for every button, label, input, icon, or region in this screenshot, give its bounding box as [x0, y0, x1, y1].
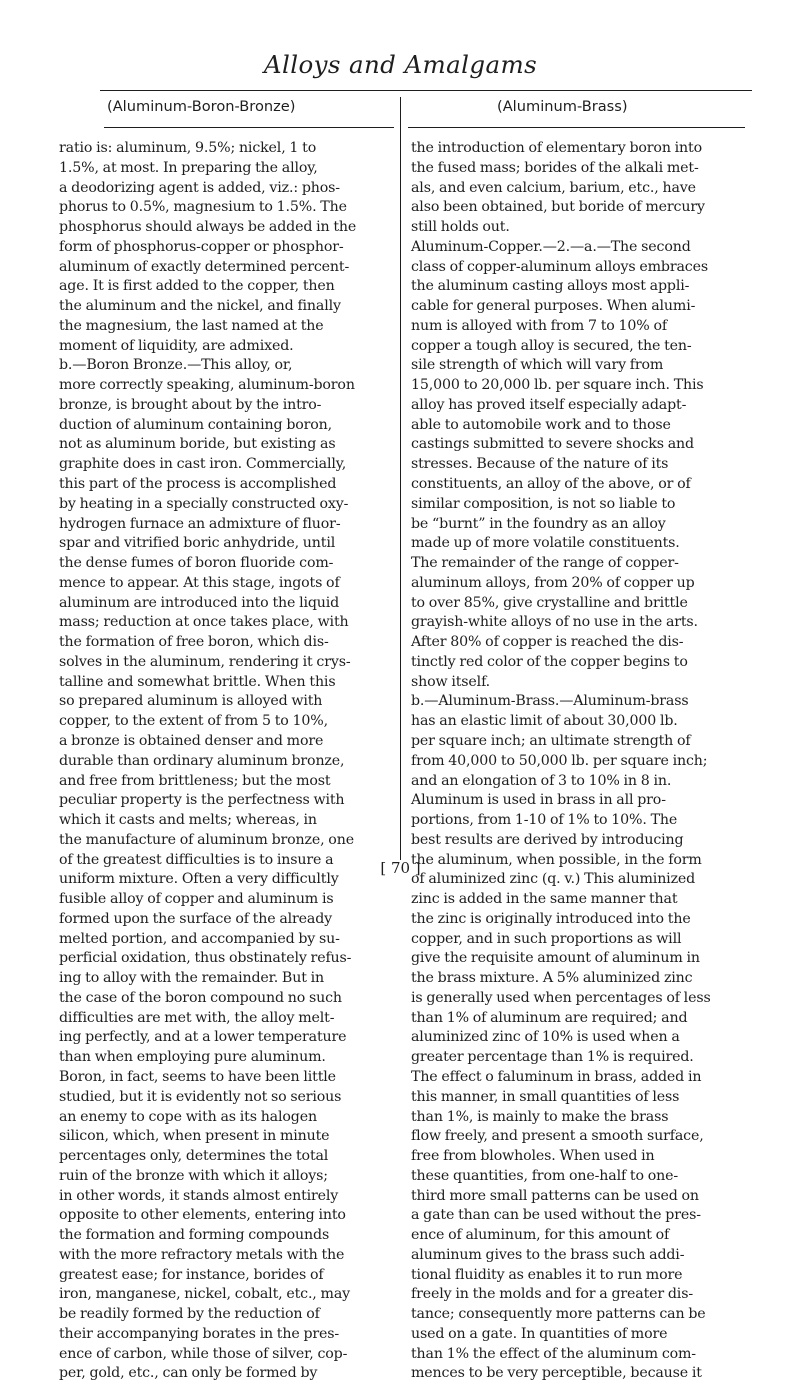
- text-line: ing to alloy with the remainder. But in: [59, 970, 324, 987]
- text-line: the dense fumes of boron fluoride com-: [59, 555, 334, 572]
- text-line: has an elastic limit of about 30,000 lb.: [411, 713, 678, 730]
- right-column-text: [411, 139, 711, 1384]
- text-line: cable for general purposes. When alumi-: [411, 298, 696, 315]
- text-line: the aluminum casting alloys most appli-: [411, 278, 690, 295]
- text-line: than when employing pure aluminum.: [59, 1049, 326, 1066]
- text-line: als, and even calcium, barium, etc., have: [411, 179, 696, 196]
- text-line: the zinc is originally introduced into the: [411, 910, 691, 927]
- text-line: ratio is: aluminum, 9.5%; nickel, 1 to: [59, 140, 317, 156]
- text-line: zinc is added in the same manner that: [411, 891, 678, 908]
- text-line: so prepared aluminum is alloyed with: [59, 693, 323, 710]
- text-line: tional fluidity as enables it to run more: [411, 1266, 683, 1283]
- text-line: b.—Boron Bronze.—This alloy, or,: [59, 357, 293, 374]
- text-line: Boron, in fact, seems to have been little: [59, 1068, 336, 1085]
- text-line: aluminum gives to the brass such addi-: [411, 1246, 685, 1263]
- text-line: freely in the molds and for a greater dis-: [411, 1286, 693, 1303]
- text-line: also been obtained, but boride of mercury: [411, 199, 705, 216]
- text-line: age. It is first added to the copper, then: [59, 278, 335, 295]
- text-line: aluminum are introduced into the liquid: [59, 594, 340, 611]
- text-line: the fused mass; borides of the alkali met-: [411, 159, 699, 176]
- text-line: their accompanying borates in the pres-: [59, 1325, 340, 1342]
- text-line: is generally used when percentages of less: [411, 989, 711, 1006]
- text-line: opposite to other elements, entering into: [59, 1207, 346, 1224]
- text-line: alloy has proved itself especially adapt-: [411, 396, 687, 413]
- text-line: per square inch; an ultimate strength of: [411, 732, 691, 749]
- text-line: in other words, it stands almost entirely: [59, 1187, 339, 1204]
- text-line: copper, to the extent of from 5 to 10%,: [59, 713, 328, 730]
- text-line: silicon, which, when present in minute: [59, 1128, 330, 1145]
- text-line: an enemy to cope with as its halogen: [59, 1108, 317, 1125]
- text-line: be readily formed by the reduction of: [59, 1306, 320, 1323]
- text-line: portions, from 1-10 of 1% to 10%. The: [411, 812, 678, 829]
- text-line: be “burnt” in the foundry as an alloy: [411, 515, 666, 532]
- text-line: with the more refractory metals with the: [59, 1246, 345, 1263]
- text-line: more correctly speaking, aluminum-boron: [59, 377, 355, 394]
- text-line: grayish-white alloys of no use in the arts.: [411, 614, 698, 631]
- text-line: percentages only, determines the total: [59, 1148, 329, 1165]
- text-line: a bronze is obtained denser and more: [59, 732, 324, 749]
- text-line: the case of the boron compound no such: [59, 989, 342, 1006]
- text-line: a gate than can be used without the pres-: [411, 1207, 701, 1224]
- text-line: b.—Aluminum-Brass.—Aluminum-brass: [411, 693, 689, 710]
- text-line: this part of the process is accomplished: [59, 476, 337, 493]
- text-line: uniform mixture. Often a very difficultly: [59, 871, 339, 888]
- text-line: hydrogen furnace an admixture of fluor-: [59, 515, 341, 532]
- text-line: studied, but it is evidently not so serious: [59, 1088, 342, 1105]
- text-line: the manufacture of aluminum bronze, one: [59, 831, 354, 848]
- text-line: of the greatest difficulties is to insure a: [59, 851, 334, 868]
- left-column-text: [59, 139, 356, 1384]
- text-line: still holds out.: [411, 219, 510, 236]
- text-line: by heating in a specially constructed oxy-: [59, 495, 349, 512]
- text-line: mence to appear. At this stage, ingots of: [59, 574, 340, 591]
- text-line: greater percentage than 1% is required.: [411, 1049, 694, 1066]
- text-line: used on a gate. In quantities of more: [411, 1325, 668, 1342]
- text-line: graphite does in cast iron. Commercially,: [59, 456, 347, 473]
- text-line: duction of aluminum containing boron,: [59, 416, 333, 433]
- text-line: form of phosphorus-copper or phosphor-: [59, 238, 344, 255]
- text-line: 1.5%, at most. In preparing the alloy,: [59, 159, 318, 176]
- text-line: phorus to 0.5%, magnesium to 1.5%. The: [59, 199, 347, 216]
- text-line: Aluminum-Copper.—2.—a.—The second: [411, 238, 691, 255]
- text-line: the aluminum and the nickel, and finally: [59, 298, 341, 315]
- text-line: spar and vitrified boric anhydride, until: [59, 535, 336, 552]
- text-line: The remainder of the range of copper-: [411, 555, 679, 572]
- text-line: greatest ease; for instance, borides of: [59, 1266, 324, 1283]
- right-section-header: (Aluminum-Brass): [497, 98, 628, 115]
- text-line: constituents, an alloy of the above, or of: [411, 476, 691, 493]
- text-line: The effect o faluminum in brass, added in: [411, 1068, 702, 1085]
- text-line: which it casts and melts; whereas, in: [59, 812, 317, 829]
- text-line: from 40,000 to 50,000 lb. per square inch;: [411, 752, 708, 769]
- header-rule: [100, 90, 752, 91]
- text-line: 15,000 to 20,000 lb. per square inch. This: [411, 377, 704, 394]
- text-line: ence of aluminum, for this amount of: [411, 1227, 670, 1244]
- text-line: the magnesium, the last named at the: [59, 317, 324, 334]
- text-line: talline and somewhat brittle. When this: [59, 673, 336, 690]
- left-header-underline: [104, 127, 394, 128]
- text-line: aluminized zinc of 10% is used when a: [411, 1029, 680, 1046]
- text-line: a deodorizing agent is added, viz.: phos-: [59, 179, 340, 196]
- text-line: per, gold, etc., can only be formed by: [59, 1365, 318, 1382]
- text-line: of aluminized zinc (q. v.) This aluminized: [411, 871, 696, 888]
- text-line: and an elongation of 3 to 10% in 8 in.: [411, 772, 672, 789]
- text-line: copper, and in such proportions as will: [411, 930, 682, 947]
- page-number: [ 70 ]: [380, 859, 421, 877]
- text-line: tinctly red color of the copper begins to: [411, 653, 688, 670]
- text-line: flow freely, and present a smooth surface,: [411, 1128, 704, 1145]
- text-line: the formation and forming compounds: [59, 1227, 330, 1244]
- text-line: copper a tough alloy is secured, the ten-: [411, 337, 692, 354]
- text-line: fusible alloy of copper and aluminum is: [59, 891, 334, 908]
- text-line: able to automobile work and to those: [411, 416, 671, 433]
- text-line: melted portion, and accompanied by su-: [59, 930, 340, 947]
- text-line: phosphorus should always be added in the: [59, 219, 357, 236]
- text-line: the brass mixture. A 5% aluminized zinc: [411, 970, 693, 987]
- text-line: to over 85%, give crystalline and brittle: [411, 594, 688, 611]
- text-line: iron, manganese, nickel, cobalt, etc., may: [59, 1286, 350, 1303]
- text-line: ing perfectly, and at a lower temperature: [59, 1029, 347, 1046]
- column-divider: [400, 97, 401, 860]
- text-line: the aluminum, when possible, in the form: [411, 851, 702, 868]
- text-line: perficial oxidation, thus obstinately refus-: [59, 950, 352, 967]
- text-line: After 80% of copper is reached the dis-: [411, 634, 684, 651]
- text-line: give the requisite amount of aluminum in: [411, 950, 700, 967]
- text-line: free from blowholes. When used in: [411, 1148, 655, 1165]
- text-line: tance; consequently more patterns can be: [411, 1306, 706, 1323]
- running-title: Alloys and Amalgams: [263, 50, 538, 79]
- text-line: ruin of the bronze with which it alloys;: [59, 1167, 328, 1184]
- left-section-header: (Aluminum-Boron-Bronze): [107, 98, 296, 115]
- text-line: castings submitted to severe shocks and: [411, 436, 694, 453]
- text-line: and free from brittleness; but the most: [59, 772, 331, 789]
- text-line: aluminum alloys, from 20% of copper up: [411, 574, 695, 591]
- text-line: class of copper-aluminum alloys embraces: [411, 258, 708, 275]
- text-line: than 1%, is mainly to make the brass: [411, 1108, 669, 1125]
- text-line: third more small patterns can be used on: [411, 1187, 699, 1204]
- text-line: num is alloyed with from 7 to 10% of: [411, 317, 667, 334]
- text-line: similar composition, is not so liable to: [411, 495, 676, 512]
- text-line: than 1% of aluminum are required; and: [411, 1009, 688, 1026]
- text-line: moment of liquidity, are admixed.: [59, 337, 294, 354]
- text-line: mass; reduction at once takes place, with: [59, 614, 349, 631]
- text-line: ence of carbon, while those of silver, cop-: [59, 1345, 348, 1362]
- text-line: Aluminum is used in brass in all pro-: [411, 792, 666, 809]
- text-line: solves in the aluminum, rendering it crys-: [59, 653, 351, 670]
- text-line: mences to be very perceptible, because it: [411, 1365, 702, 1382]
- text-line: the introduction of elementary boron into: [411, 140, 702, 156]
- text-line: this manner, in small quantities of less: [411, 1088, 680, 1105]
- text-line: the formation of free boron, which dis-: [59, 634, 329, 651]
- text-line: show itself.: [411, 673, 491, 690]
- text-line: formed upon the surface of the already: [59, 910, 333, 927]
- text-line: best results are derived by introducing: [411, 831, 684, 848]
- text-line: durable than ordinary aluminum bronze,: [59, 752, 345, 769]
- text-line: sile strength of which will vary from: [411, 357, 664, 374]
- text-line: difficulties are met with, the alloy melt-: [59, 1009, 335, 1026]
- text-line: aluminum of exactly determined percent-: [59, 258, 350, 275]
- text-line: bronze, is brought about by the intro-: [59, 396, 322, 413]
- text-line: these quantities, from one-half to one-: [411, 1167, 678, 1184]
- right-header-underline: [408, 127, 745, 128]
- text-line: than 1% the effect of the aluminum com-: [411, 1345, 696, 1362]
- text-line: made up of more volatile constituents.: [411, 535, 680, 552]
- text-line: peculiar property is the perfectness with: [59, 792, 345, 809]
- text-line: not as aluminum boride, but existing as: [59, 436, 336, 453]
- text-line: stresses. Because of the nature of its: [411, 456, 669, 473]
